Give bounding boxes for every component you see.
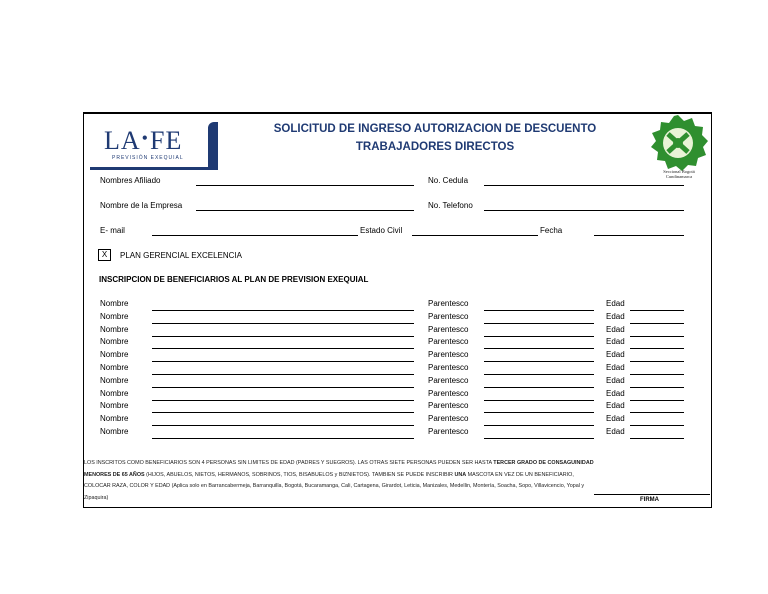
label-edad: Edad <box>606 324 625 334</box>
beneficiary-row <box>0 388 768 401</box>
label-parentesco: Parentesco <box>428 299 469 308</box>
footnote: LOS INSCRITOS COMO BENEFICIARIOS SON 4 PERSONAS SIN LIMITES DE EDAD (PADRES Y SUEGROS). LAS OTRAS SIETE PERSONAS PUEDEN SER HASTA TERCER GRADO DE CONSAGUINIDAD MENORES DE 65 AÑOS (HIJOS, ABUELOS, NIETOS, HERMANOS, SOBRINOS, TIOS, BISABUELOS y BIZNIETOS). TAMBIEN SE PUEDE INSCRIBIR UNA MASCOTA EN VEZ DE UN BENEFICIARIO, COLOCAR RAZA, COLOR Y EDAD (Aplica solo en Barrancabermeja, Barranquilla, Bogotá, Bucaramanga, Cali, Cartagena, Girardot, Leticia, Manizales, Medellin, Montería, Soacha, Sopo, Villavicencio, Yopal y Zipaquira) <box>84 460 594 501</box>
beneficiary-row <box>0 400 768 413</box>
seal-caption: Seccional Bogotá Cundinamarca <box>663 169 695 179</box>
input-nombres-afiliado[interactable] <box>196 185 414 186</box>
label-parentesco: Parentesco <box>428 414 469 424</box>
label-edad: Edad <box>606 414 625 424</box>
label-nombre: Nombre <box>100 426 129 436</box>
label-nombre: Nombre <box>100 350 129 360</box>
label-nombre: Nombre <box>100 311 129 321</box>
beneficiary-row <box>0 298 768 311</box>
input-fecha[interactable] <box>594 235 684 236</box>
input-no-cedula[interactable] <box>484 185 684 186</box>
label-edad: Edad <box>606 299 625 308</box>
plan-label: PLAN GERENCIAL EXCELENCIA <box>120 251 242 260</box>
label-nombre-empresa: Nombre de la Empresa <box>100 201 183 210</box>
label-edad: Edad <box>606 375 625 385</box>
label-parentesco: Parentesco <box>428 337 469 347</box>
la-fe-logo <box>90 122 218 170</box>
beneficiary-row <box>0 375 768 388</box>
label-edad: Edad <box>606 311 625 321</box>
label-nombre: Nombre <box>100 337 129 347</box>
label-email: E- mail <box>100 226 125 235</box>
input-estado-civil[interactable] <box>412 235 538 236</box>
firma-line[interactable] <box>594 494 710 495</box>
form-title-line1: SOLICITUD DE INGRESO AUTORIZACION DE DESCUENTO <box>273 123 597 135</box>
label-parentesco: Parentesco <box>428 426 469 436</box>
label-nombre: Nombre <box>100 388 129 398</box>
label-parentesco: Parentesco <box>428 311 469 321</box>
beneficiary-row <box>0 362 768 375</box>
label-parentesco: Parentesco <box>428 375 469 385</box>
section-title: INSCRIPCION DE BENEFICIARIOS AL PLAN DE PREVISION EXEQUIAL <box>99 275 369 284</box>
input-email[interactable] <box>152 235 358 236</box>
label-edad: Edad <box>606 337 625 347</box>
form-title-line2: TRABAJADORES DIRECTOS <box>355 141 515 153</box>
input-no-telefono[interactable] <box>484 210 684 211</box>
label-edad: Edad <box>606 350 625 360</box>
beneficiary-row <box>0 413 768 426</box>
label-edad: Edad <box>606 426 625 436</box>
beneficiary-row <box>0 336 768 349</box>
label-parentesco: Parentesco <box>428 350 469 360</box>
label-fecha: Fecha <box>540 226 563 235</box>
logo-underline <box>90 167 218 170</box>
label-nombres-afiliado: Nombres Afiliado <box>100 176 161 185</box>
label-edad: Edad <box>606 401 625 411</box>
input-beneficiary-nombre[interactable] <box>152 438 414 439</box>
logo-accent <box>208 122 218 170</box>
beneficiary-row <box>0 349 768 362</box>
label-nombre: Nombre <box>100 414 129 424</box>
label-edad: Edad <box>606 388 625 398</box>
label-no-cedula: No. Cedula <box>428 176 469 185</box>
label-edad: Edad <box>606 362 625 372</box>
label-parentesco: Parentesco <box>428 324 469 334</box>
firma-label: FIRMA <box>640 497 659 503</box>
label-estado-civil: Estado Civil <box>360 226 403 235</box>
logo-tagline: PREVISIÓN EXEQUIAL <box>112 155 184 161</box>
logo-wordmark: LA•FE <box>104 126 183 155</box>
label-parentesco: Parentesco <box>428 401 469 411</box>
beneficiary-row <box>0 311 768 324</box>
label-parentesco: Parentesco <box>428 362 469 372</box>
label-nombre: Nombre <box>100 362 129 372</box>
beneficiary-list <box>0 298 768 439</box>
plan-checkbox[interactable]: X <box>98 249 111 261</box>
label-nombre: Nombre <box>100 324 129 334</box>
label-nombre: Nombre <box>100 375 129 385</box>
label-parentesco: Parentesco <box>428 388 469 398</box>
input-beneficiary-edad[interactable] <box>630 438 684 439</box>
label-nombre: Nombre <box>100 299 129 308</box>
beneficiary-row <box>0 324 768 337</box>
seccional-seal-icon <box>646 113 710 173</box>
beneficiary-row <box>0 426 768 439</box>
label-no-telefono: No. Telefono <box>428 201 473 210</box>
input-beneficiary-parentesco[interactable] <box>484 438 594 439</box>
input-nombre-empresa[interactable] <box>196 210 414 211</box>
label-nombre: Nombre <box>100 401 129 411</box>
